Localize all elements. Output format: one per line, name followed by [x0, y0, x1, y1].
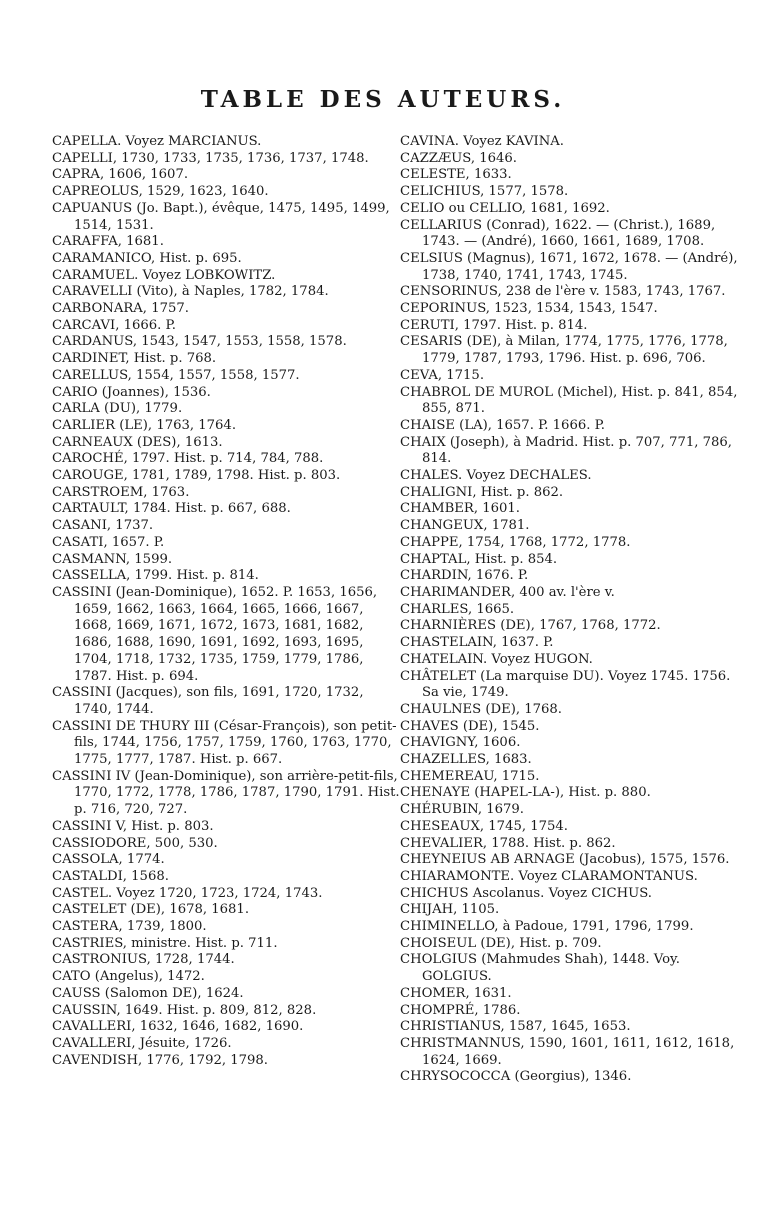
- index-entry: CAUSSIN, 1649. Hist. p. 809, 812, 828.: [52, 1002, 317, 1018]
- index-entry: CHIJAH, 1105.: [400, 902, 500, 918]
- index-entry: CHOLGIUS (Mahmudes Shah), 1448. Voy. GOLGIUS.: [400, 952, 680, 985]
- index-entry: CHAVES (DE), 1545.: [400, 718, 540, 734]
- index-entry: CHATELAIN. Voyez HUGON.: [400, 651, 593, 667]
- index-entry: CASSOLA, 1774.: [52, 852, 165, 868]
- index-entry: CARBONARA, 1757.: [52, 301, 189, 317]
- index-entry: CHRISTIANUS, 1587, 1645, 1653.: [400, 1019, 631, 1035]
- index-entry: CHÉRUBIN, 1679.: [400, 802, 524, 818]
- index-entry: CATO (Angelus), 1472.: [52, 969, 205, 985]
- index-entry: CHRYSOCOCCA (Georgius), 1346.: [400, 1069, 632, 1085]
- index-column-left: [52, 134, 400, 1069]
- index-entry: CASTELET (DE), 1678, 1681.: [52, 902, 250, 918]
- index-entry: CHIARAMONTE. Voyez CLARAMONTANUS.: [400, 868, 698, 884]
- index-entry: CHEYNEIUS AB ARNAGE (Jacobus), 1575, 1576.: [400, 852, 730, 868]
- index-entry: CHAMBER, 1601.: [400, 501, 521, 517]
- index-entry: CHAVIGNY, 1606.: [400, 735, 521, 751]
- index-entry: CHARNIÈRES (DE), 1767, 1768, 1772.: [400, 618, 661, 634]
- index-entry: CHRISTMANNUS, 1590, 1601, 1611, 1612, 1618, 1624, 1669.: [400, 1035, 735, 1068]
- index-entry: CAVENDISH, 1776, 1792, 1798.: [52, 1052, 268, 1068]
- index-entry: CAROCHÉ, 1797. Hist. p. 714, 784, 788.: [52, 451, 324, 467]
- index-entry: CHEMEREAU, 1715.: [400, 768, 540, 784]
- index-entry: CEVA, 1715.: [400, 367, 485, 383]
- index-entry: CHAISE (LA), 1657. P. 1666. P.: [400, 417, 605, 433]
- index-entry: CASTRONIUS, 1728, 1744.: [52, 952, 235, 968]
- index-entry: CHABROL DE MUROL (Michel), Hist. p. 841, 854, 855, 871.: [400, 384, 738, 417]
- index-entry: CASSIODORE, 500, 530.: [52, 835, 218, 851]
- index-entry: CARAMANICO, Hist. p. 695.: [52, 250, 242, 266]
- index-entry: CASMANN, 1599.: [52, 551, 173, 567]
- index-entry: CARCAVI, 1666. P.: [52, 317, 176, 333]
- index-entry: CAPREOLUS, 1529, 1623, 1640.: [52, 184, 269, 200]
- index-entry: CHICHUS Ascolanus. Voyez CICHUS.: [400, 885, 652, 901]
- index-entry: CELICHIUS, 1577, 1578.: [400, 184, 569, 200]
- index-column-right: [400, 134, 746, 1086]
- index-entry: CASANI, 1737.: [52, 518, 154, 534]
- index-entry: CASTRIES, ministre. Hist. p. 711.: [52, 935, 278, 951]
- index-entry: CELLARIUS (Conrad), 1622. — (Christ.), 1689, 1743. — (André), 1660, 1661, 1689, 1708.: [400, 217, 716, 250]
- index-entry: CERUTI, 1797. Hist. p. 814.: [400, 317, 588, 333]
- index-entry: CHAULNES (DE), 1768.: [400, 701, 563, 717]
- index-entry: CARDANUS, 1543, 1547, 1553, 1558, 1578.: [52, 334, 347, 350]
- index-entry: CAPRA, 1606, 1607.: [52, 167, 189, 183]
- index-entry: CARIO (Joannes), 1536.: [52, 384, 211, 400]
- index-entry: CAROUGE, 1781, 1789, 1798. Hist. p. 803.: [52, 468, 341, 484]
- index-entry: CELSIUS (Magnus), 1671, 1672, 1678. — (André), 1738, 1740, 1741, 1743, 1745.: [400, 250, 738, 283]
- index-entry: CHALIGNI, Hist. p. 862.: [400, 484, 564, 500]
- index-entry: CASSINI IV (Jean-Dominique), son arrière-petit-fils, 1770, 1772, 1778, 1786, 1787, 1790, 1791. Hist. p. 716, 720, 727.: [52, 768, 400, 818]
- index-entry: CELIO ou CELLIO, 1681, 1692.: [400, 200, 610, 216]
- index-entry: CHENAYE (HAPEL-LA-), Hist. p. 880.: [400, 785, 651, 801]
- index-entry: CAPELLI, 1730, 1733, 1735, 1736, 1737, 1748.: [52, 150, 369, 166]
- index-entry: CHAPTAL, Hist. p. 854.: [400, 551, 558, 567]
- index-entry: CHOMPRÉ, 1786.: [400, 1002, 521, 1018]
- index-entry: CARSTROEM, 1763.: [52, 484, 190, 500]
- index-entry: CHIMINELLO, à Padoue, 1791, 1796, 1799.: [400, 919, 694, 935]
- index-entry: CASTERA, 1739, 1800.: [52, 919, 207, 935]
- index-entry: CASTEL. Voyez 1720, 1723, 1724, 1743.: [52, 885, 323, 901]
- index-entry: CARTAULT, 1784. Hist. p. 667, 688.: [52, 501, 291, 517]
- index-entry: CHALES. Voyez DECHALES.: [400, 468, 592, 484]
- index-entry: CARDINET, Hist. p. 768.: [52, 351, 217, 367]
- index-entry: CASSELLA, 1799. Hist. p. 814.: [52, 568, 259, 584]
- index-entry: CHEVALIER, 1788. Hist. p. 862.: [400, 835, 616, 851]
- index-entry: CENSORINUS, 238 de l'ère v. 1583, 1743, 1767.: [400, 284, 726, 300]
- index-entry: CARLIER (LE), 1763, 1764.: [52, 417, 237, 433]
- index-entry: CAZZÆUS, 1646.: [400, 150, 517, 166]
- index-entry: CASSINI (Jean-Dominique), 1652. P. 1653, 1656, 1659, 1662, 1663, 1664, 1665, 1666, 1667, 1668, 1669, 1671, 1672, 1673, 1681, 1682, 1686, 1688, 1690, 1691, 1692, 1693, 1695, 1704, 1718, 1732, 1735, 1759, 1779, 1786, 1787. Hist. p. 694.: [52, 584, 378, 684]
- index-entry: CHOISEUL (DE), Hist. p. 709.: [400, 935, 602, 951]
- index-entry: CHAIX (Joseph), à Madrid. Hist. p. 707, 771, 786, 814.: [400, 434, 732, 467]
- index-entry: CASSINI V, Hist. p. 803.: [52, 818, 214, 834]
- index-entry: CHOMER, 1631.: [400, 985, 512, 1001]
- index-entry: CASATI, 1657. P.: [52, 534, 165, 550]
- index-entry: CAPUANUS (Jo. Bapt.), évêque, 1475, 1495, 1499, 1514, 1531.: [52, 200, 390, 233]
- index-entry: CHAPPE, 1754, 1768, 1772, 1778.: [400, 534, 631, 550]
- index-entry: CHAZELLES, 1683.: [400, 752, 532, 768]
- index-entry: CASSINI DE THURY III (César-François), son petit-fils, 1744, 1756, 1757, 1759, 1760, 1763, 1770, 1775, 1777, 1787. Hist. p. 667.: [52, 718, 397, 768]
- index-entry: CHARLES, 1665.: [400, 601, 515, 617]
- index-entry: CARAVELLI (Vito), à Naples, 1782, 1784.: [52, 284, 329, 300]
- index-entry: CARAFFA, 1681.: [52, 234, 164, 250]
- index-entry: CAVALLERI, Jésuite, 1726.: [52, 1035, 232, 1051]
- index-entry: CESARIS (DE), à Milan, 1774, 1775, 1776, 1778, 1779, 1787, 1793, 1796. Hist. p. 696, 706.: [400, 334, 728, 367]
- index-entry: CHARDIN, 1676. P.: [400, 568, 529, 584]
- index-entry: CHARIMANDER, 400 av. l'ère v.: [400, 584, 615, 600]
- index-entry: CASSINI (Jacques), son fils, 1691, 1720, 1732, 1740, 1744.: [52, 685, 364, 717]
- index-entry: CAUSS (Salomon DE), 1624.: [52, 985, 244, 1001]
- index-entry: CASTALDI, 1568.: [52, 868, 169, 884]
- index-entry: CHÂTELET (La marquise DU). Voyez 1745. 1756. Sa vie, 1749.: [400, 668, 731, 701]
- index-entry: CHANGEUX, 1781.: [400, 518, 530, 534]
- index-entry: CHESEAUX, 1745, 1754.: [400, 818, 568, 834]
- index-entry: CHASTELAIN, 1637. P.: [400, 635, 554, 651]
- index-entry: CELESTE, 1633.: [400, 167, 512, 183]
- index-entry: CAVALLERI, 1632, 1646, 1682, 1690.: [52, 1019, 304, 1035]
- page-title: TABLE DES AUTEURS.: [200, 86, 566, 113]
- index-entry: CARELLUS, 1554, 1557, 1558, 1577.: [52, 367, 300, 383]
- index-entry: CEPORINUS, 1523, 1534, 1543, 1547.: [400, 301, 658, 317]
- index-entry: CARLA (DU), 1779.: [52, 401, 183, 417]
- index-entry: CARAMUEL. Voyez LOBKOWITZ.: [52, 267, 276, 283]
- index-entry: CARNEAUX (DES), 1613.: [52, 434, 223, 450]
- index-entry: CAPELLA. Voyez MARCIANUS.: [52, 134, 262, 149]
- index-entry: CAVINA. Voyez KAVINA.: [400, 134, 564, 149]
